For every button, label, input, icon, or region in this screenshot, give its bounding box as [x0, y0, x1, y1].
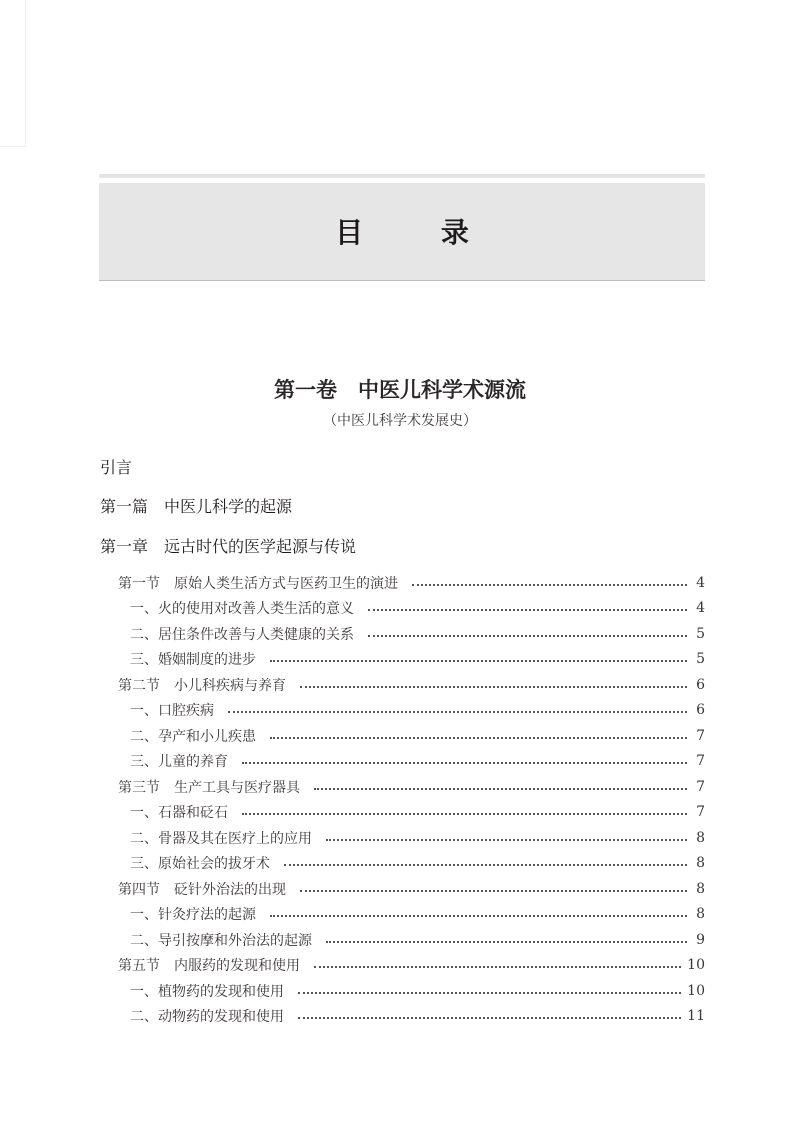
dot-leader — [326, 941, 687, 943]
toc-page-number: 5 — [696, 651, 705, 668]
toc-page-number: 7 — [696, 778, 705, 795]
toc-subsection-entry[interactable] — [118, 902, 705, 928]
toc-page-number: 11 — [687, 1008, 705, 1025]
toc-entry-label: 第一节 原始人类生活方式与医药卫生的演进 — [118, 575, 398, 592]
header-band — [99, 183, 705, 281]
dot-leader — [368, 609, 687, 611]
toc-entry-label: 二、导引按摩和外治法的起源 — [130, 932, 312, 949]
toc-entry-label: 第五节 内服药的发现和使用 — [118, 958, 300, 975]
toc-page-number: 8 — [696, 906, 705, 923]
toc-entry-label: 三、儿童的养育 — [130, 754, 228, 771]
toc-list — [118, 570, 705, 1029]
toc-subsection-entry[interactable] — [118, 825, 705, 851]
toc-subsection-entry[interactable] — [118, 621, 705, 647]
toc-page-number: 6 — [696, 702, 705, 719]
toc-page-number: 4 — [696, 574, 705, 591]
dot-leader — [326, 839, 687, 841]
toc-page-number: 7 — [696, 753, 705, 770]
dot-leader — [412, 584, 687, 586]
dot-leader — [270, 660, 687, 662]
toc-page-number: 9 — [696, 931, 705, 948]
toc-entry-label: 一、口腔疾病 — [130, 703, 214, 720]
toc-entry-label: 二、居住条件改善与人类健康的关系 — [130, 626, 354, 643]
toc-entry-label: 第二节 小儿科疾病与养育 — [118, 677, 286, 694]
toc-entry-label: 三、原始社会的拔牙术 — [130, 856, 270, 873]
toc-subsection-entry[interactable] — [118, 596, 705, 622]
toc-section-entry[interactable] — [118, 953, 705, 979]
toc-entry-label: 二、动物药的发现和使用 — [130, 1009, 284, 1026]
toc-subsection-entry[interactable] — [118, 647, 705, 673]
toc-subsection-entry[interactable] — [118, 1004, 705, 1030]
volume-title: 第一卷 中医儿科学术源流 — [274, 378, 526, 402]
toc-section-entry[interactable] — [118, 774, 705, 800]
volume-subtitle: （中医儿科学术发展史） — [323, 413, 477, 429]
toc-page-number: 8 — [696, 880, 705, 897]
toc-entry-label: 二、骨器及其在医疗上的应用 — [130, 830, 312, 847]
toc-entry-label: 第三节 生产工具与医疗器具 — [118, 779, 300, 796]
toc-subsection-entry[interactable] — [118, 927, 705, 953]
dot-leader — [228, 711, 687, 713]
toc-section-entry[interactable] — [118, 672, 705, 698]
dot-leader — [284, 864, 687, 866]
dot-leader — [300, 686, 687, 688]
toc-subsection-entry[interactable] — [118, 698, 705, 724]
toc-heading-chapter[interactable]: 第一章 远古时代的医学起源与传说 — [100, 537, 357, 556]
toc-section-entry[interactable] — [118, 876, 705, 902]
toc-entry-label: 一、针灸疗法的起源 — [130, 907, 256, 924]
dot-leader — [242, 762, 687, 764]
page-edge — [0, 0, 26, 147]
page-title: 目 录 — [335, 216, 503, 249]
toc-page-number: 4 — [696, 600, 705, 617]
dot-leader — [314, 966, 681, 968]
toc-entry-label: 二、孕产和小儿疾患 — [130, 728, 256, 745]
toc-page-number: 7 — [696, 727, 705, 744]
dot-leader — [298, 992, 681, 994]
toc-page-number: 10 — [687, 957, 705, 974]
toc-entry-label: 一、火的使用对改善人类生活的意义 — [130, 601, 354, 618]
dot-leader — [270, 737, 687, 739]
toc-page-number: 8 — [696, 855, 705, 872]
toc-subsection-entry[interactable] — [118, 851, 705, 877]
toc-page-number: 6 — [696, 676, 705, 693]
dot-leader — [368, 635, 687, 637]
toc-section-entry[interactable] — [118, 570, 705, 596]
toc-entry-label: 第四节 砭针外治法的出现 — [118, 881, 286, 898]
dot-leader — [242, 813, 687, 815]
toc-heading-part[interactable]: 第一篇 中医儿科学的起源 — [100, 497, 293, 516]
toc-entry-label: 三、婚姻制度的进步 — [130, 652, 256, 669]
toc-entry-label: 一、石器和砭石 — [130, 805, 228, 822]
toc-heading-intro[interactable]: 引言 — [100, 458, 133, 477]
toc-subsection-entry[interactable] — [118, 749, 705, 775]
toc-entry-label: 一、植物药的发现和使用 — [130, 983, 284, 1000]
dot-leader — [298, 1017, 681, 1019]
header-rule — [99, 174, 705, 178]
toc-page-number: 8 — [696, 829, 705, 846]
dot-leader — [270, 915, 687, 917]
toc-subsection-entry[interactable] — [118, 723, 705, 749]
toc-subsection-entry[interactable] — [118, 978, 705, 1004]
toc-page-number: 10 — [687, 982, 705, 999]
toc-page-number: 5 — [696, 625, 705, 642]
toc-page-number: 7 — [696, 804, 705, 821]
dot-leader — [300, 890, 687, 892]
toc-subsection-entry[interactable] — [118, 800, 705, 826]
dot-leader — [314, 788, 687, 790]
